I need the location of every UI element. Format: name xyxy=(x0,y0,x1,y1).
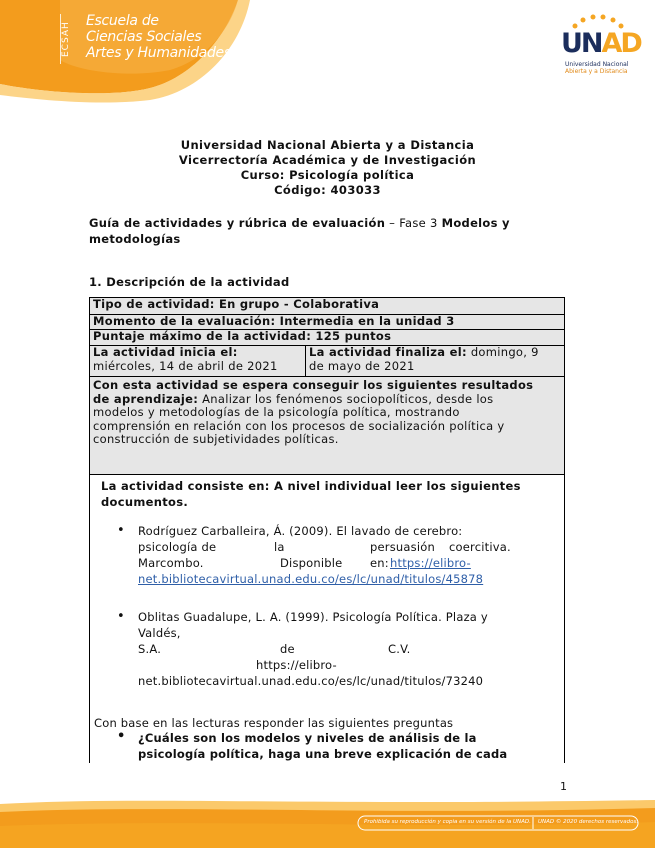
page-number: 1 xyxy=(560,780,567,793)
course-title: Curso: Psicología política xyxy=(240,168,415,182)
logo-wordmark: UNAD xyxy=(561,28,641,59)
cell-finaliza: La actividad finaliza el: domingo, 9 de mayo de 2021 xyxy=(306,345,564,376)
guide-heading: Guía de actividades y rúbrica de evaluación – Fase 3 Modelos y metodologías xyxy=(89,216,510,246)
reference-2: Oblitas Guadalupe, L. A. (1999). Psicología Política. Plaza y Valdés, S.A. de C.V. https://elibro- net.bibliotecavirtual.unad.edu.co/es/lc/unad/titulos/73240 xyxy=(138,610,488,688)
footer-copyright-notice: Prohibida su reproducción y copia en su versión de la UNAD. xyxy=(364,819,531,825)
logo-subtitle: Universidad Nacional Abierta y a Distancia xyxy=(565,61,629,75)
cell-consiste xyxy=(90,474,564,764)
cell-inicia: La actividad inicia el: miércoles, 14 de abril de 2021 xyxy=(90,345,306,376)
university-title: Universidad Nacional Abierta y a Distancia xyxy=(180,138,475,152)
bullet-icon: • xyxy=(117,729,126,744)
unad-logo xyxy=(561,14,641,84)
row-tipo: Tipo de actividad: En grupo - Colaborativa xyxy=(90,298,564,314)
row-momento: Momento de la evaluación: Intermedia en la unidad 3 xyxy=(90,314,564,329)
school-name-line-2: Ciencias Sociales xyxy=(86,29,202,45)
consiste-heading: La actividad consiste en: A nivel individual leer los siguientes documentos. xyxy=(101,479,521,509)
course-code: Código: 403033 xyxy=(274,183,381,197)
ref1-link-start[interactable]: https://elibro- xyxy=(390,556,471,570)
vicerrectoria-title: Vicerrectoría Académica y de Investigación xyxy=(178,153,477,167)
school-name-line-1: Escuela de xyxy=(86,13,159,29)
footer-rights: UNAD © 2020 derechos reservados. xyxy=(538,819,639,825)
activity-table xyxy=(89,297,565,763)
reference-1: Rodríguez Carballeira, Á. (2009). El lavado de cerebro: psicología de la persuasión coercitiva. Marcombo. Disponible en: https://elibro- net.bibliotecavirtual.unad.edu.co/es/lc/unad/titulos/45878 xyxy=(138,524,511,586)
section-heading: 1. Descripción de la actividad xyxy=(89,275,290,289)
row-puntaje: Puntaje máximo de la actividad: 125 puntos xyxy=(90,329,564,345)
bullet-icon: • xyxy=(117,609,125,624)
bullet-icon: • xyxy=(117,523,125,538)
cell-resultados: Con esta actividad se espera conseguir los siguientes resultados de aprendizaje: Analizar los fenómenos sociopolíticos, desde los modelos y metodologías de la psicología política, mostrando comprensión en relación con los procesos de socialización política y construcción de subjetividades políticas. xyxy=(90,376,564,474)
ref1-link[interactable]: net.bibliotecavirtual.unad.edu.co/es/lc/unad/titulos/45878 xyxy=(138,572,484,586)
school-name-line-3: Artes y Humanidades xyxy=(86,45,231,61)
school-abbreviation: ECSAH xyxy=(60,14,77,64)
preguntas-intro: Con base en las lecturas responder las siguientes preguntas xyxy=(94,716,454,730)
question-1: ¿Cuáles son los modelos y niveles de análisis de la psicología política, haga una breve explicación de cada xyxy=(138,731,508,761)
